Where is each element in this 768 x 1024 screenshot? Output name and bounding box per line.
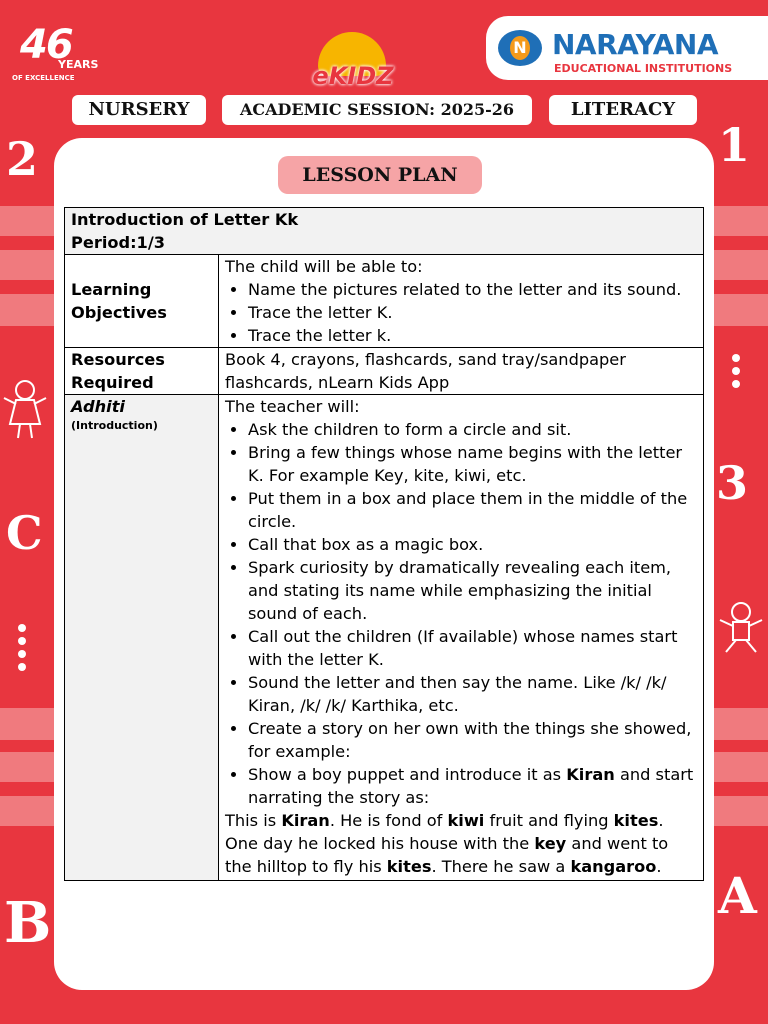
story-text: . One day he locked his house with the (225, 811, 664, 853)
brand-name: NARAYANA (552, 28, 719, 61)
story-text: . He is fond of (329, 811, 448, 830)
story-text: This is (225, 811, 282, 830)
table-row (65, 395, 704, 881)
adhiti-cell (219, 395, 704, 881)
subject-pill: LITERACY (549, 95, 697, 125)
list-item: • Name the pictures related to the letter and its sound. (248, 278, 697, 301)
ekidz-logo (312, 30, 394, 90)
letter-c-icon: C (6, 506, 43, 560)
list-item (248, 763, 697, 809)
narayana-emblem-icon (498, 30, 542, 66)
narayana-brand (486, 16, 768, 80)
puppet-name: Kiran (566, 765, 615, 784)
years-number: 46 (20, 22, 72, 68)
list-item: • Sound the letter and then say the name. Like /k/ /k/ Kiran, /k/ /k/ Karthika, etc. (248, 671, 697, 717)
adhiti-label: Adhiti (71, 397, 125, 416)
puppet-text: Show a boy puppet and introduce it as (248, 765, 567, 784)
adhiti-label-cell (65, 395, 219, 881)
story-keyword: kites (386, 857, 432, 876)
objectives-label: Learning Objectives (65, 255, 219, 348)
years-of-excellence-logo (12, 22, 99, 88)
number-two-icon: 2 (6, 132, 39, 186)
story-keyword: kiwi (447, 811, 485, 830)
story-keyword: kites (613, 811, 659, 830)
letter-b-icon: B (4, 890, 52, 956)
objectives-intro: The child will be able to: (225, 257, 423, 276)
session-pill: ACADEMIC SESSION: 2025-26 (222, 95, 532, 125)
list-item: • Call out the children (If available) whose names start with the letter K. (248, 625, 697, 671)
story-text: fruit and flying (484, 811, 614, 830)
topic-title: Introduction of Letter Kk (71, 210, 299, 229)
story-keyword: kangaroo (570, 857, 657, 876)
girl-figure-icon (0, 376, 50, 440)
number-three-icon: 3 (716, 456, 749, 510)
table-row (65, 255, 704, 348)
story-text: . There he saw a (431, 857, 571, 876)
letter-a-icon: A (718, 866, 757, 925)
objectives-list (225, 278, 697, 347)
dots-icon (18, 624, 28, 676)
ekidz-logo-text: eKIDZ (312, 62, 394, 90)
list-item: • Bring a few things whose name begins with the letter K. For example Key, kite, kiwi, etc. (248, 441, 697, 487)
lesson-plan-title: LESSON PLAN (278, 156, 482, 194)
story-text: . (656, 857, 662, 876)
table-row (65, 208, 704, 255)
story-keyword: Kiran (281, 811, 330, 830)
narayana-emblem-letter: N (510, 36, 530, 60)
story-keyword: key (534, 834, 567, 853)
story-text: and went to the hilltop to fly his (225, 834, 669, 876)
topic-cell (65, 208, 704, 255)
period-label: Period:1/3 (71, 233, 165, 252)
number-one-icon: 1 (718, 118, 751, 172)
lesson-plan-table (64, 207, 704, 881)
objectives-cell (219, 255, 704, 348)
resources-label: Resources Required (65, 348, 219, 395)
puppet-text: and start narrating the story as: (248, 765, 694, 807)
years-word: YEARS (58, 58, 99, 71)
grade-pill: NURSERY (72, 95, 206, 125)
boy-figure-icon (716, 600, 766, 656)
dots-icon (732, 354, 742, 393)
table-row (65, 348, 704, 395)
list-item: • Ask the children to form a circle and sit. (248, 418, 697, 441)
list-item: • Trace the letter K. (248, 301, 697, 324)
adhiti-list (225, 418, 697, 809)
list-item: • Trace the letter k. (248, 324, 697, 347)
list-item: • Spark curiosity by dramatically revealing each item, and stating its name while emphasizing the initial sound of each. (248, 556, 697, 625)
adhiti-intro: The teacher will: (225, 397, 360, 416)
list-item: • Put them in a box and place them in the middle of the circle. (248, 487, 697, 533)
list-item: • Create a story on her own with the things she showed, for example: (248, 717, 697, 763)
brand-subtitle: EDUCATIONAL INSTITUTIONS (554, 62, 733, 75)
years-tagline: OF EXCELLENCE (12, 74, 75, 82)
adhiti-sublabel: (Introduction) (71, 419, 158, 432)
story-paragraph (225, 809, 697, 878)
list-item: • Call that box as a magic box. (248, 533, 697, 556)
resources-text: Book 4, crayons, flashcards, sand tray/sandpaper flashcards, nLearn Kids App (219, 348, 704, 395)
